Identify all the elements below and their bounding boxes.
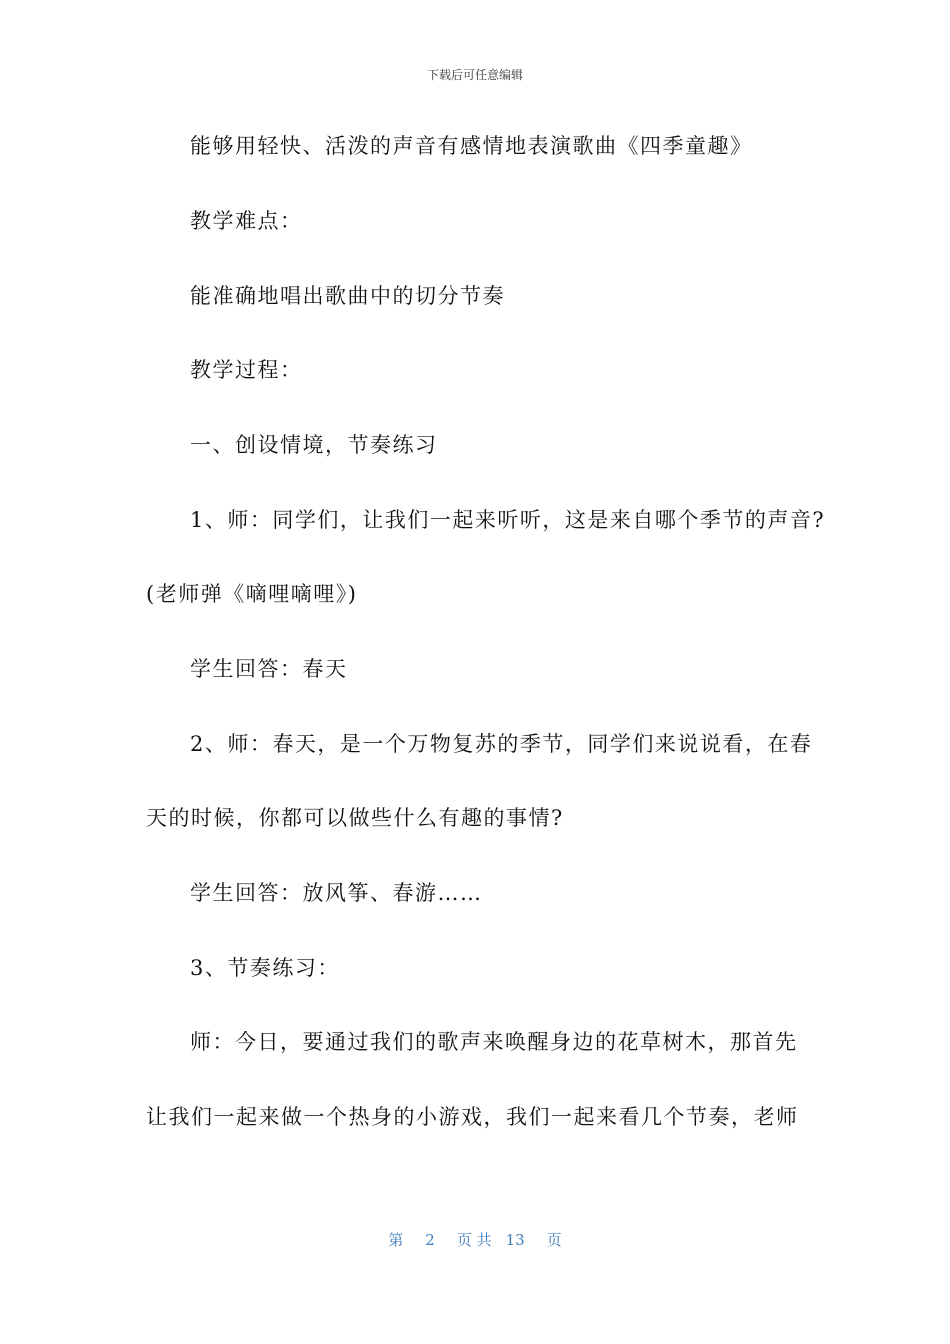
body-line-7: (老师弹《嘀哩嘀哩》) xyxy=(146,582,358,606)
body-line-3: 能准确地唱出歌曲中的切分节奏 xyxy=(190,284,505,308)
footer-middle: 页 共 xyxy=(456,1231,492,1249)
body-line-6: 1、师：同学们，让我们一起来听听，这是来自哪个季节的声音? xyxy=(190,508,826,532)
footer-prefix: 第 xyxy=(388,1231,404,1249)
body-line-12: 3、节奏练习： xyxy=(190,956,340,980)
body-line-8: 学生回答：春天 xyxy=(190,657,348,681)
body-line-4: 教学过程： xyxy=(190,358,303,382)
footer-total-pages: 13 xyxy=(505,1231,525,1249)
body-line-2: 教学难点： xyxy=(190,209,303,233)
footer-page-number: 2 xyxy=(425,1231,435,1249)
body-line-10: 天的时候，你都可以做些什么有趣的事情? xyxy=(146,806,564,830)
body-line-9: 2、师：春天，是一个万物复苏的季节，同学们来说说看，在春 xyxy=(190,732,813,756)
body-line-11: 学生回答：放风筝、春游…… xyxy=(190,881,483,905)
page-footer xyxy=(0,1229,950,1250)
body-line-14: 让我们一起来做一个热身的小游戏，我们一起来看几个节奏，老师 xyxy=(146,1105,799,1129)
body-line-1: 能够用轻快、活泼的声音有感情地表演歌曲《四季童趣》 xyxy=(190,134,753,158)
body-line-5: 一、创设情境，节奏练习 xyxy=(190,433,438,457)
footer-suffix: 页 xyxy=(546,1231,562,1249)
page-header-note: 下载后可任意编辑 xyxy=(426,68,523,82)
body-line-13: 师：今日，要通过我们的歌声来唤醒身边的花草树木，那首先 xyxy=(190,1030,798,1054)
